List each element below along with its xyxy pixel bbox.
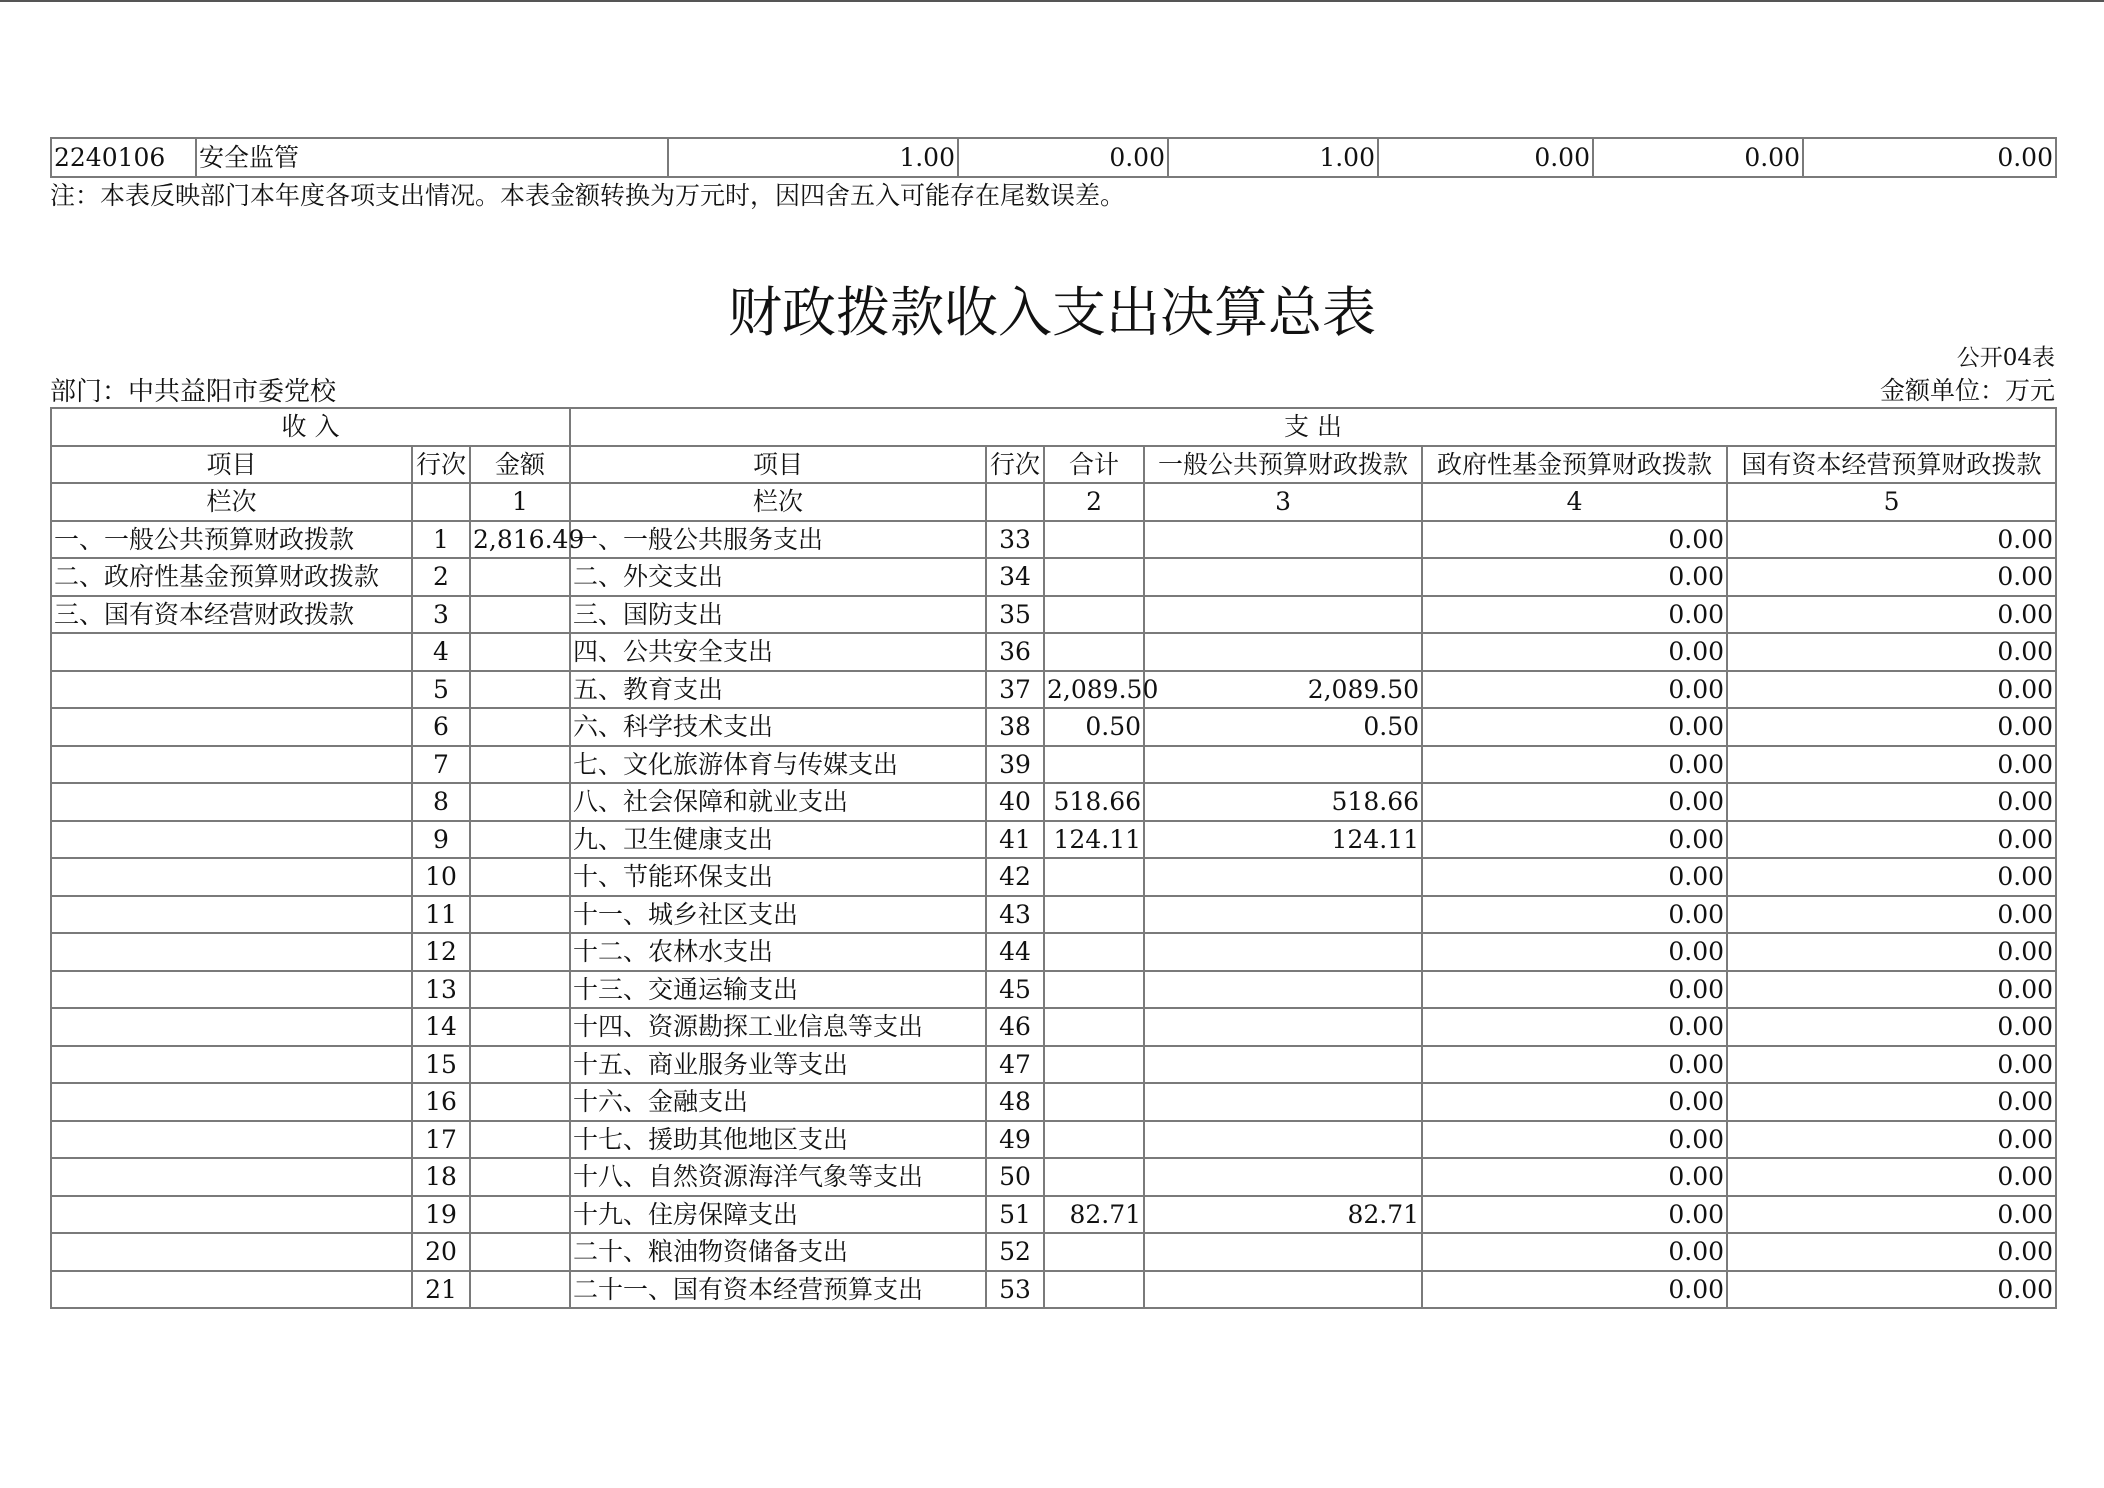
income-row-no: 19: [412, 1196, 470, 1234]
empty-cell: [986, 483, 1044, 521]
col-index-1: 1: [470, 483, 570, 521]
col-index-3: 3: [1144, 483, 1422, 521]
income-amount: [470, 1233, 570, 1271]
general-budget-value: [1144, 558, 1422, 596]
total-value: 0.50: [1044, 708, 1144, 746]
expense-row-no: 42: [986, 858, 1044, 896]
table-row: [51, 858, 2056, 896]
fund-budget-value: 0.00: [1422, 896, 1727, 934]
income-amount: 2,816.49: [470, 521, 570, 559]
table-row: [51, 521, 2056, 559]
income-row-no: 12: [412, 933, 470, 971]
general-budget-value: [1144, 858, 1422, 896]
state-capital-value: 0.00: [1727, 1158, 2056, 1196]
income-item: [51, 971, 412, 1009]
total-value: [1044, 1158, 1144, 1196]
total-value: 82.71: [1044, 1196, 1144, 1234]
income-row-no: 10: [412, 858, 470, 896]
expense-row-no: 43: [986, 896, 1044, 934]
fund-budget-value: 0.00: [1422, 783, 1727, 821]
expense-item: 六、科学技术支出: [570, 708, 986, 746]
income-amount: [470, 896, 570, 934]
fund-budget-value: 0.00: [1422, 1233, 1727, 1271]
income-row-no: 13: [412, 971, 470, 1009]
income-item: [51, 671, 412, 709]
income-amount-header: 金额: [470, 446, 570, 484]
total-value: 124.11: [1044, 821, 1144, 859]
income-amount: [470, 558, 570, 596]
state-capital-value: 0.00: [1727, 1233, 2056, 1271]
state-capital-value: 0.00: [1727, 1271, 2056, 1309]
fund-budget-value: 0.00: [1422, 746, 1727, 784]
form-number: 公开04表: [1956, 345, 2055, 371]
expense-item: 二、外交支出: [570, 558, 986, 596]
expense-row-no: 37: [986, 671, 1044, 709]
total-value: [1044, 971, 1144, 1009]
expense-row-no: 33: [986, 521, 1044, 559]
income-item: [51, 783, 412, 821]
table-row: [51, 1046, 2056, 1084]
expense-row-no: 40: [986, 783, 1044, 821]
table-row: [51, 821, 2056, 859]
fund-budget-value: 0.00: [1422, 1121, 1727, 1159]
state-capital-value: 0.00: [1727, 933, 2056, 971]
expense-row-no: 38: [986, 708, 1044, 746]
table-row: [51, 971, 2056, 1009]
state-capital-value: 0.00: [1727, 1083, 2056, 1121]
table-row: [51, 1121, 2056, 1159]
income-item: [51, 746, 412, 784]
table-row: [51, 1158, 2056, 1196]
state-capital-value: 0.00: [1727, 1196, 2056, 1234]
general-budget-value: [1144, 1046, 1422, 1084]
table-row: [51, 1233, 2056, 1271]
income-amount: [470, 933, 570, 971]
state-capital-header: 国有资本经营预算财政拨款: [1727, 446, 2056, 484]
prev-value: 1.00: [1168, 138, 1378, 177]
table-row: [51, 1008, 2056, 1046]
prev-name: 安全监管: [196, 138, 668, 177]
income-row-no-header: 行次: [412, 446, 470, 484]
income-amount: [470, 596, 570, 634]
income-row-no: 6: [412, 708, 470, 746]
income-item: [51, 708, 412, 746]
total-value: [1044, 596, 1144, 634]
table-note: 注：本表反映部门本年度各项支出情况。本表金额转换为万元时，因四舍五入可能存在尾数误差。: [50, 181, 1126, 210]
expense-row-no-header: 行次: [986, 446, 1044, 484]
income-row-no: 5: [412, 671, 470, 709]
expense-item: 十、节能环保支出: [570, 858, 986, 896]
income-row-no: 7: [412, 746, 470, 784]
expense-item: 十六、金融支出: [570, 1083, 986, 1121]
expense-row-no: 52: [986, 1233, 1044, 1271]
income-row-no: 15: [412, 1046, 470, 1084]
expense-item: 十九、住房保障支出: [570, 1196, 986, 1234]
expense-item: 十七、援助其他地区支出: [570, 1121, 986, 1159]
state-capital-value: 0.00: [1727, 971, 2056, 1009]
income-row-no: 20: [412, 1233, 470, 1271]
state-capital-value: 0.00: [1727, 708, 2056, 746]
expense-item: 三、国防支出: [570, 596, 986, 634]
fund-budget-value: 0.00: [1422, 521, 1727, 559]
fund-budget-value: 0.00: [1422, 1271, 1727, 1309]
table-row: [51, 558, 2056, 596]
income-item: [51, 1158, 412, 1196]
previous-table-fragment: [50, 137, 2057, 178]
column-index-row: [51, 483, 2056, 521]
prev-value: 0.00: [1593, 138, 1803, 177]
table-row: [51, 633, 2056, 671]
total-value: [1044, 1008, 1144, 1046]
expense-row-no: 49: [986, 1121, 1044, 1159]
income-row-no: 9: [412, 821, 470, 859]
expense-item: 二十一、国有资本经营预算支出: [570, 1271, 986, 1309]
state-capital-value: 0.00: [1727, 633, 2056, 671]
income-amount: [470, 746, 570, 784]
section-header-row: [51, 408, 2056, 446]
table-row: [51, 671, 2056, 709]
expense-item: 五、教育支出: [570, 671, 986, 709]
expense-row-no: 36: [986, 633, 1044, 671]
general-budget-value: [1144, 596, 1422, 634]
fund-budget-value: 0.00: [1422, 933, 1727, 971]
total-value: [1044, 1121, 1144, 1159]
expense-row-no: 39: [986, 746, 1044, 784]
income-amount: [470, 1046, 570, 1084]
fund-budget-value: 0.00: [1422, 708, 1727, 746]
expense-item: 十三、交通运输支出: [570, 971, 986, 1009]
expense-row-no: 48: [986, 1083, 1044, 1121]
income-item: [51, 1121, 412, 1159]
general-budget-value: [1144, 1008, 1422, 1046]
income-item-header: 项目: [51, 446, 412, 484]
table-row: [51, 1271, 2056, 1309]
income-item: [51, 896, 412, 934]
table-row: [51, 596, 2056, 634]
income-row-no: 11: [412, 896, 470, 934]
general-budget-value: [1144, 971, 1422, 1009]
expense-item: 十五、商业服务业等支出: [570, 1046, 986, 1084]
expense-row-no: 41: [986, 821, 1044, 859]
income-item: [51, 1008, 412, 1046]
expense-item: 二十、粮油物资储备支出: [570, 1233, 986, 1271]
state-capital-value: 0.00: [1727, 746, 2056, 784]
total-value: [1044, 1083, 1144, 1121]
empty-cell: [412, 483, 470, 521]
fund-budget-value: 0.00: [1422, 558, 1727, 596]
income-item: 三、国有资本经营财政拨款: [51, 596, 412, 634]
expense-row-no: 34: [986, 558, 1044, 596]
state-capital-value: 0.00: [1727, 1121, 2056, 1159]
general-budget-value: [1144, 521, 1422, 559]
income-row-no: 3: [412, 596, 470, 634]
general-budget-value: 2,089.50: [1144, 671, 1422, 709]
col-index-2: 2: [1044, 483, 1144, 521]
income-item: 一、一般公共预算财政拨款: [51, 521, 412, 559]
income-item: [51, 1271, 412, 1309]
income-row-no: 1: [412, 521, 470, 559]
income-item: [51, 1233, 412, 1271]
expense-item: 十四、资源勘探工业信息等支出: [570, 1008, 986, 1046]
total-value: [1044, 1046, 1144, 1084]
table-row: [51, 1196, 2056, 1234]
total-value: [1044, 746, 1144, 784]
income-amount: [470, 633, 570, 671]
expense-row-no: 46: [986, 1008, 1044, 1046]
income-item: [51, 633, 412, 671]
income-amount: [470, 1121, 570, 1159]
general-budget-value: [1144, 746, 1422, 784]
general-budget-value: 124.11: [1144, 821, 1422, 859]
income-item: [51, 1083, 412, 1121]
income-amount: [470, 671, 570, 709]
fund-budget-value: 0.00: [1422, 1158, 1727, 1196]
col-label: 栏次: [570, 483, 986, 521]
income-amount: [470, 1083, 570, 1121]
unit-label: 金额单位：万元: [1879, 376, 2055, 405]
total-value: [1044, 633, 1144, 671]
prev-value: 0.00: [1378, 138, 1593, 177]
fund-budget-header: 政府性基金预算财政拨款: [1422, 446, 1727, 484]
income-amount: [470, 1008, 570, 1046]
income-amount: [470, 1271, 570, 1309]
income-row-no: 17: [412, 1121, 470, 1159]
expense-row-no: 47: [986, 1046, 1044, 1084]
total-value: [1044, 1271, 1144, 1309]
income-amount: [470, 971, 570, 1009]
general-budget-value: [1144, 1083, 1422, 1121]
total-header: 合计: [1044, 446, 1144, 484]
expense-row-no: 50: [986, 1158, 1044, 1196]
prev-code: 2240106: [51, 138, 196, 177]
income-amount: [470, 858, 570, 896]
income-amount: [470, 821, 570, 859]
fund-budget-value: 0.00: [1422, 633, 1727, 671]
general-budget-value: 82.71: [1144, 1196, 1422, 1234]
total-value: [1044, 1233, 1144, 1271]
general-budget-value: [1144, 896, 1422, 934]
income-item: [51, 858, 412, 896]
prev-value: 0.00: [1803, 138, 2056, 177]
general-budget-value: [1144, 933, 1422, 971]
page-title: 财政拨款收入支出决算总表: [728, 281, 1376, 344]
general-budget-value: [1144, 1233, 1422, 1271]
income-row-no: 4: [412, 633, 470, 671]
col-index-5: 5: [1727, 483, 2056, 521]
prev-value: 1.00: [668, 138, 958, 177]
col-index-4: 4: [1422, 483, 1727, 521]
income-item: [51, 1046, 412, 1084]
state-capital-value: 0.00: [1727, 521, 2056, 559]
expense-row-no: 45: [986, 971, 1044, 1009]
general-budget-value: 518.66: [1144, 783, 1422, 821]
expense-item: 八、社会保障和就业支出: [570, 783, 986, 821]
general-budget-value: [1144, 1121, 1422, 1159]
table-row: [51, 1083, 2056, 1121]
fund-budget-value: 0.00: [1422, 671, 1727, 709]
income-row-no: 16: [412, 1083, 470, 1121]
fund-budget-value: 0.00: [1422, 821, 1727, 859]
expense-row-no: 35: [986, 596, 1044, 634]
expense-item: 十二、农林水支出: [570, 933, 986, 971]
table-row: [51, 746, 2056, 784]
income-item: [51, 821, 412, 859]
table-row: [51, 783, 2056, 821]
fund-budget-value: 0.00: [1422, 1083, 1727, 1121]
state-capital-value: 0.00: [1727, 783, 2056, 821]
expense-item-header: 项目: [570, 446, 986, 484]
expense-row-no: 53: [986, 1271, 1044, 1309]
fund-budget-value: 0.00: [1422, 1008, 1727, 1046]
state-capital-value: 0.00: [1727, 858, 2056, 896]
state-capital-value: 0.00: [1727, 671, 2056, 709]
table-row: [51, 708, 2056, 746]
col-label: 栏次: [51, 483, 412, 521]
total-value: [1044, 933, 1144, 971]
total-value: [1044, 896, 1144, 934]
general-budget-value: [1144, 1271, 1422, 1309]
expense-row-no: 51: [986, 1196, 1044, 1234]
table-row: [51, 138, 2056, 177]
income-item: [51, 1196, 412, 1234]
general-budget-value: [1144, 633, 1422, 671]
state-capital-value: 0.00: [1727, 596, 2056, 634]
state-capital-value: 0.00: [1727, 896, 2056, 934]
expense-row-no: 44: [986, 933, 1044, 971]
department-label: 部门：中共益阳市委党校: [50, 377, 337, 407]
income-item: 二、政府性基金预算财政拨款: [51, 558, 412, 596]
fund-budget-value: 0.00: [1422, 596, 1727, 634]
total-value: 518.66: [1044, 783, 1144, 821]
income-amount: [470, 783, 570, 821]
general-budget-header: 一般公共预算财政拨款: [1144, 446, 1422, 484]
expense-item: 十八、自然资源海洋气象等支出: [570, 1158, 986, 1196]
income-row-no: 14: [412, 1008, 470, 1046]
income-row-no: 2: [412, 558, 470, 596]
state-capital-value: 0.00: [1727, 1046, 2056, 1084]
income-amount: [470, 708, 570, 746]
expense-item: 四、公共安全支出: [570, 633, 986, 671]
income-row-no: 21: [412, 1271, 470, 1309]
state-capital-value: 0.00: [1727, 558, 2056, 596]
total-value: 2,089.50: [1044, 671, 1144, 709]
table-row: [51, 896, 2056, 934]
expense-item: 九、卫生健康支出: [570, 821, 986, 859]
fund-budget-value: 0.00: [1422, 1046, 1727, 1084]
table-row: [51, 933, 2056, 971]
expense-item: 一、一般公共服务支出: [570, 521, 986, 559]
total-value: [1044, 521, 1144, 559]
expense-header: 支 出: [570, 408, 2056, 446]
expense-item: 七、文化旅游体育与传媒支出: [570, 746, 986, 784]
expense-item: 十一、城乡社区支出: [570, 896, 986, 934]
income-row-no: 8: [412, 783, 470, 821]
fund-budget-value: 0.00: [1422, 971, 1727, 1009]
column-header-row: [51, 446, 2056, 484]
income-row-no: 18: [412, 1158, 470, 1196]
budget-summary-table: [50, 407, 2057, 1309]
state-capital-value: 0.00: [1727, 1008, 2056, 1046]
income-item: [51, 933, 412, 971]
total-value: [1044, 858, 1144, 896]
fund-budget-value: 0.00: [1422, 858, 1727, 896]
general-budget-value: [1144, 1158, 1422, 1196]
income-amount: [470, 1196, 570, 1234]
income-amount: [470, 1158, 570, 1196]
prev-value: 0.00: [958, 138, 1168, 177]
fund-budget-value: 0.00: [1422, 1196, 1727, 1234]
general-budget-value: 0.50: [1144, 708, 1422, 746]
income-header: 收 入: [51, 408, 570, 446]
state-capital-value: 0.00: [1727, 821, 2056, 859]
total-value: [1044, 558, 1144, 596]
